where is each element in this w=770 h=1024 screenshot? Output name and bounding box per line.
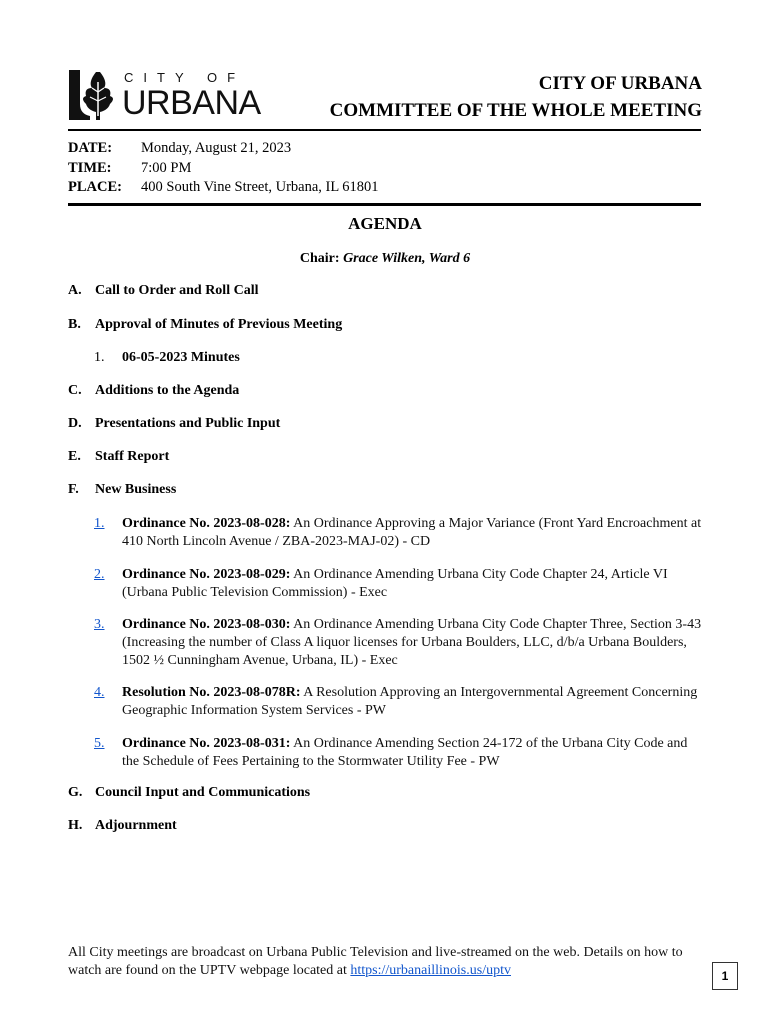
section-g [68,785,310,801]
item-text: An Ordinance Amending Urbana City Code Chapter 24, Article VI (Urbana Public Television Commission) - Exec [122,567,668,600]
chair-line [0,251,770,267]
item-description [122,735,704,771]
item-number: Ordinance No. 2023-08-030: [122,617,291,632]
item-number: Ordinance No. 2023-08-029: [122,567,291,582]
item-description [122,515,704,551]
section-letter: G. [68,785,83,800]
section-title: Additions to the Agenda [95,383,240,398]
minutes-item [94,350,240,366]
section-letter: E. [68,449,81,464]
minutes-item-text: 06-05-2023 Minutes [122,350,240,365]
section-title: New Business [95,482,177,497]
section-title: Staff Report [95,449,170,464]
place-row [68,178,379,198]
section-title: Presentations and Public Input [95,416,281,431]
logo-city-of-text: CITY OF [124,70,246,85]
new-business-item [94,616,704,670]
item-link[interactable]: 3. [94,617,105,632]
section-title: Adjournment [95,818,177,833]
time-row [68,159,379,179]
section-letter: C. [68,383,82,398]
item-description [122,684,704,720]
item-description [122,616,704,670]
date-label: DATE: [68,140,113,156]
broadcast-note-text: All City meetings are broadcast on Urbana Public Television and live-streamed on the web. Details on how to watch are found on the UPTV webpage located at [68,945,683,978]
new-business-item [94,735,704,771]
section-b [68,317,342,333]
section-title: Approval of Minutes of Previous Meeting [95,317,343,332]
item-link[interactable]: 4. [94,685,105,700]
section-f [68,482,176,498]
time-label: TIME: [68,159,112,176]
date-value: Monday, August 21, 2023 [141,140,292,156]
place-value: 400 South Vine Street, Urbana, IL 61801 [141,179,379,195]
section-letter: B. [68,317,81,332]
chair-label: Chair: [299,251,340,266]
item-text: A Resolution Approving an Intergovernmental Agreement Concerning Geographic Information System Services - PW [122,685,698,718]
item-link[interactable]: 1. [94,516,105,531]
item-number: Resolution No. 2023-08-078R: [122,685,301,700]
agenda-heading: AGENDA [348,214,422,233]
item-number: Ordinance No. 2023-08-031: [122,736,291,751]
section-letter: F. [68,482,79,497]
section-h [68,818,177,834]
new-business-item [94,566,704,602]
section-a [68,283,258,299]
meeting-details [68,139,379,198]
new-business-item [94,684,704,720]
section-e [68,449,169,465]
item-text: An Ordinance Amending Section 24-172 of the Urbana City Code and the Schedule of Fees Pertaining to the Stormwater Utility Fee - PW [122,736,688,769]
section-c [68,383,239,399]
item-text: An Ordinance Approving a Major Variance (Front Yard Encroachment at 410 North Lincoln Avenue / ZBA-2023-MAJ-02) - CD [122,516,702,549]
document-title [330,70,702,124]
header-divider [68,129,701,131]
title-line-1: CITY OF URBANA [538,73,702,94]
section-title: Call to Order and Roll Call [95,283,259,298]
place-label: PLACE: [68,179,122,195]
section-title: Council Input and Communications [95,785,311,800]
details-divider [68,203,701,206]
section-letter: A. [68,283,82,298]
time-value: 7:00 PM [141,159,192,176]
item-link[interactable]: 2. [94,567,105,582]
page-number: 1 [712,962,738,990]
broadcast-note [68,944,708,980]
item-description [122,566,704,602]
new-business-item [94,515,704,551]
section-letter: H. [68,818,83,833]
title-line-2: COMMITTEE OF THE WHOLE MEETING [329,100,702,121]
section-letter: D. [68,416,82,431]
uptv-link[interactable]: https://urbanaillinois.us/uptv [350,963,511,978]
section-d [68,416,280,432]
date-row [68,139,379,159]
logo-urbana-text: URBANA [122,84,261,122]
item-text: An Ordinance Amending Urbana City Code Chapter Three, Section 3-43 (Increasing the number of Class A liquor licenses for Urbana Boulders, LLC, d/b/a Urbana Boulders, 1502 ½ Cunningham Avenue, Urbana, IL) - Exec [122,617,702,668]
minutes-item-number: 1. [94,350,105,365]
chair-name: Grace Wilken, Ward 6 [343,251,471,266]
leaf-logo-icon [66,68,118,122]
item-link[interactable]: 5. [94,736,105,751]
item-number: Ordinance No. 2023-08-028: [122,516,291,531]
